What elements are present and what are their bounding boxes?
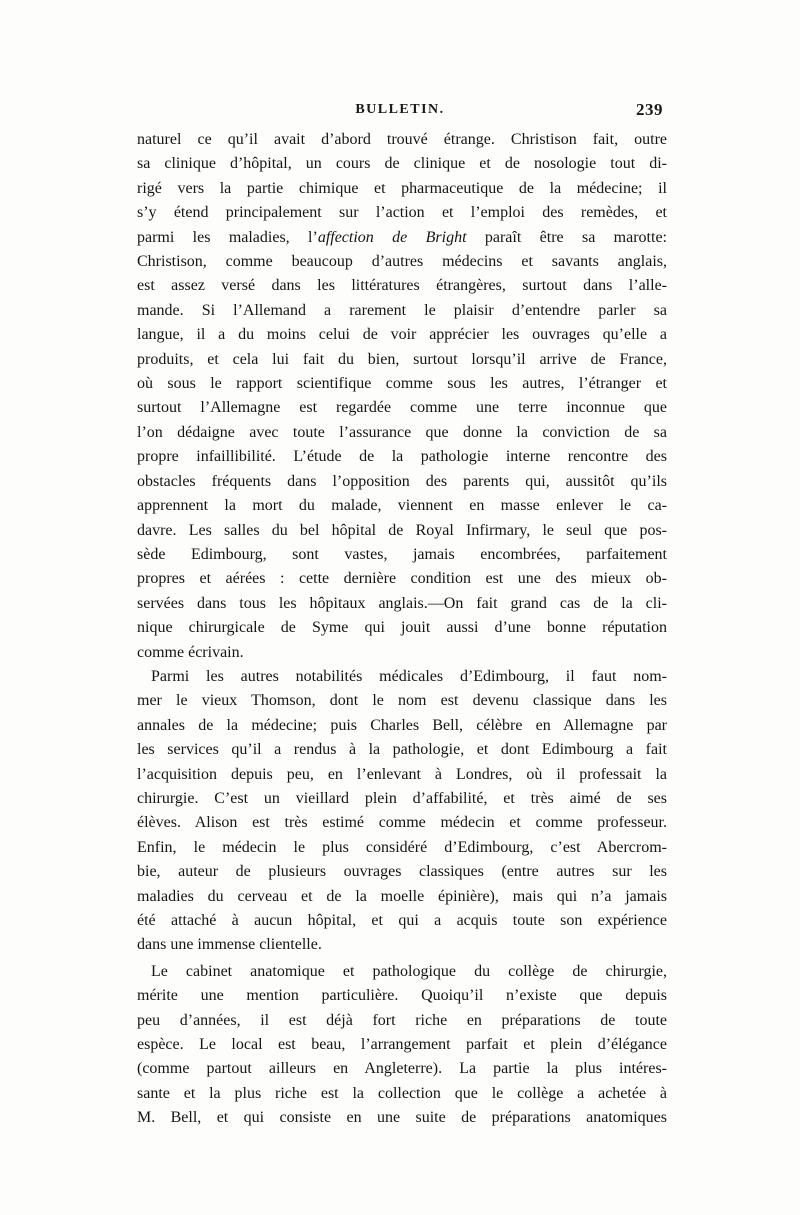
text-line: l’on dédaigne avec toute l’assurance que donne la conviction de sa [137,423,667,441]
text-line: les services qu’il a rendus à la pathologie, et dont Edimbourg a fait [137,741,667,759]
text-line: maladies du cerveau et de la moelle épinière), mais qui n’a jamais [137,887,667,905]
paragraph-3 [137,960,667,1131]
text-line: peu d’années, il est déjà fort riche en préparations de toute [137,1011,667,1029]
text-line: est assez versé dans les littératures étrangères, surtout dans l’alle- [137,277,667,295]
text-line: où sous le rapport scientifique comme sous les autres, l’étranger et [137,375,667,393]
text-line: apprennent la mort du malade, viennent en masse enlever le ca- [137,497,667,515]
text-line: élèves. Alison est très estimé comme médecin et comme professeur. [137,814,667,832]
text-line: comme écrivain. [137,643,244,661]
text-line: bie, auteur de plusieurs ouvrages classiques (entre autres sur les [137,863,667,881]
italic-phrase: affection de Bright [317,228,467,246]
page-header [137,100,663,126]
text-line: mande. Si l’Allemand a rarement le plaisir d’entendre parler sa [137,301,667,319]
paragraph-2 [137,665,667,958]
paragraph-1 [137,128,667,665]
text-line: sa clinique d’hôpital, un cours de clinique et de nosologie tout di- [137,155,667,173]
text-line: sante et la plus riche est la collection que le collège a achetée à [137,1084,667,1102]
text-line-with-italic [137,226,667,250]
text-segment: paraît être sa marotte: [466,228,667,246]
text-line: Parmi les autres notabilités médicales d’Edimbourg, il faut nom- [151,667,667,685]
text-line: chirurgie. C’est un vieillard plein d’affabilité, et très aimé de ses [137,789,667,807]
text-line: M. Bell, et qui consiste en une suite de préparations anatomiques [137,1109,667,1127]
text-line: propres et aérées : cette dernière condition est une des mieux ob- [137,570,667,588]
text-line: propre infaillibilité. L’étude de la pathologie interne rencontre des [137,448,667,466]
text-line: Enfin, le médecin le plus considéré d’Edimbourg, c’est Abercrom- [137,838,667,856]
text-line: nique chirurgicale de Syme qui jouit aussi d’une bonne réputation [137,619,667,637]
text-line: annales de la médecine; puis Charles Bell, célèbre en Allemagne par [137,716,667,734]
page-number: 239 [636,100,663,119]
body-text [137,128,667,1131]
text-line: obstacles fréquents dans l’opposition des parents qui, aussitôt qu’ils [137,472,667,490]
text-line: rigé vers la partie chimique et pharmaceutique de la médecine; il [137,179,667,197]
text-line: sède Edimbourg, sont vastes, jamais encombrées, parfaitement [137,545,667,563]
text-line: espèce. Le local est beau, l’arrangement parfait et plein d’élégance [137,1036,667,1054]
text-line: Le cabinet anatomique et pathologique du collège de chirurgie, [151,962,667,980]
text-line: Christison, comme beaucoup d’autres médecins et savants anglais, [137,253,667,271]
text-segment: parmi les maladies, l’ [137,228,318,246]
text-line: (comme partout ailleurs en Angleterre). La partie la plus intéres- [137,1060,667,1078]
text-line: surtout l’Allemagne est regardée comme une terre inconnue que [137,399,667,417]
text-line: dans une immense clientelle. [137,936,322,954]
text-line: s’y étend principalement sur l’action et l’emploi des remèdes, et [137,204,667,222]
text-line: davre. Les salles du bel hôpital de Royal Infirmary, le seul que pos- [137,521,667,539]
running-title: BULLETIN. [355,102,445,117]
text-line: mer le vieux Thomson, dont le nom est devenu classique dans les [137,692,667,710]
text-line: servées dans tous les hôpitaux anglais.—On fait grand cas de la cli- [137,594,667,612]
text-line: naturel ce qu’il avait d’abord trouvé étrange. Christison fait, outre [137,131,667,148]
text-line: langue, il a du moins celui de voir apprécier les ouvrages qu’elle a [137,326,667,344]
text-line: mérite une mention particulière. Quoiqu’il n’existe que depuis [137,987,667,1005]
text-line: été attaché à aucun hôpital, et qui a acquis toute son expérience [137,912,667,929]
text-line: l’acquisition depuis peu, en l’enlevant à Londres, où il professait la [137,765,667,783]
text-line: produits, et cela lui fait du bien, surtout lorsqu’il arrive de France, [137,350,667,368]
